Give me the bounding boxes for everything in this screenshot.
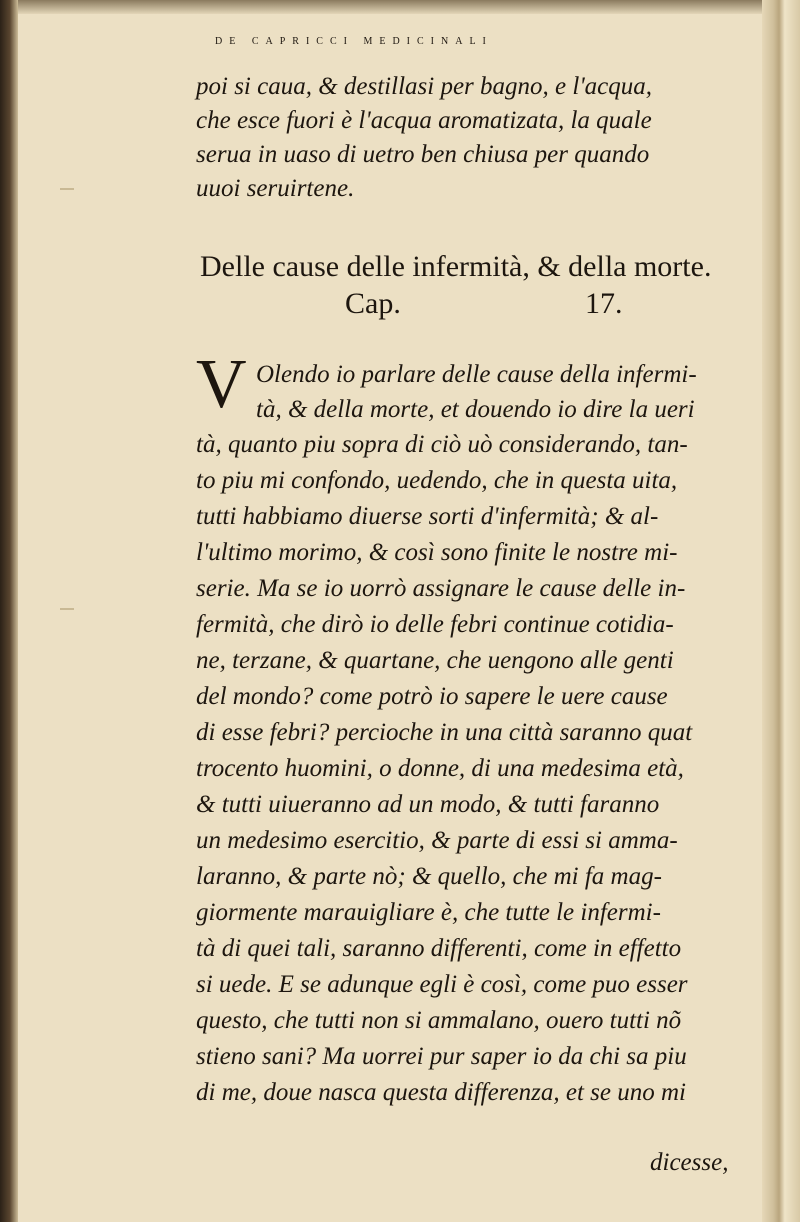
page-fore-edge — [762, 0, 800, 1222]
body-line: di esse febri? percioche in una città saranno quat — [196, 719, 693, 746]
body-line: tà di quei tali, saranno differenti, come in effetto — [196, 935, 682, 962]
body-line: giormente marauigliare è, che tutte le infermi- — [196, 899, 661, 926]
body-line: di me, doue nasca questa differenza, et se uno mi — [196, 1079, 686, 1106]
body-line: trocento huomini, o donne, di una medesima età, — [196, 755, 684, 782]
page-top-edge — [0, 0, 800, 14]
margin-mark — [60, 188, 74, 190]
body-line: to piu mi confondo, uedendo, che in questa uita, — [196, 467, 678, 494]
margin-mark — [60, 608, 74, 610]
body-line: ne, terzane, & quartane, che uengono alle genti — [196, 647, 674, 674]
body-line: tà, quanto piu sopra di ciò uò considerando, tan- — [196, 431, 688, 458]
body-line: tà, & della morte, et douendo io dire la ueri — [256, 396, 695, 423]
chapter-label: Cap. — [345, 287, 401, 320]
body-line: & tutti uiueranno ad un modo, & tutti faranno — [196, 791, 660, 818]
body-line: stieno sani? Ma uorrei pur saper io da chi sa piu — [196, 1043, 687, 1070]
body-line: Olendo io parlare delle cause della infermi- — [256, 361, 697, 388]
intro-line: serua in uaso di uetro ben chiusa per quando — [196, 141, 650, 168]
body-line: serie. Ma se io uorrò assignare le cause delle in- — [196, 575, 686, 602]
chapter-title: Delle cause delle infermità, & della morte. — [200, 250, 712, 283]
intro-line: che esce fuori è l'acqua aromatizata, la quale — [196, 107, 652, 134]
intro-line: uuoi seruirtene. — [196, 175, 355, 202]
intro-line: poi si caua, & destillasi per bagno, e l'acqua, — [196, 73, 653, 100]
body-line: fermità, che dirò io delle febri continue cotidia- — [196, 611, 674, 638]
chapter-number: 17. — [585, 287, 623, 320]
body-line: laranno, & parte nò; & quello, che mi fa mag- — [196, 863, 662, 890]
drop-cap: V — [196, 346, 247, 423]
body-line: si uede. E se adunque egli è così, come puo esser — [196, 971, 688, 998]
body-line: questo, che tutti non si ammalano, ouero tutti nõ — [196, 1007, 682, 1034]
body-line: un medesimo esercitio, & parte di essi si amma- — [196, 827, 678, 854]
book-gutter — [0, 0, 18, 1222]
catchword: dicesse, — [650, 1149, 729, 1176]
body-line: l'ultimo morimo, & così sono finite le nostre mi- — [196, 539, 678, 566]
body-line: del mondo? come potrò io sapere le uere cause — [196, 683, 668, 710]
body-line: tutti habbiamo diuerse sorti d'infermità; & al- — [196, 503, 659, 530]
running-head: DE CAPRICCI MEDICINALI — [215, 36, 493, 47]
